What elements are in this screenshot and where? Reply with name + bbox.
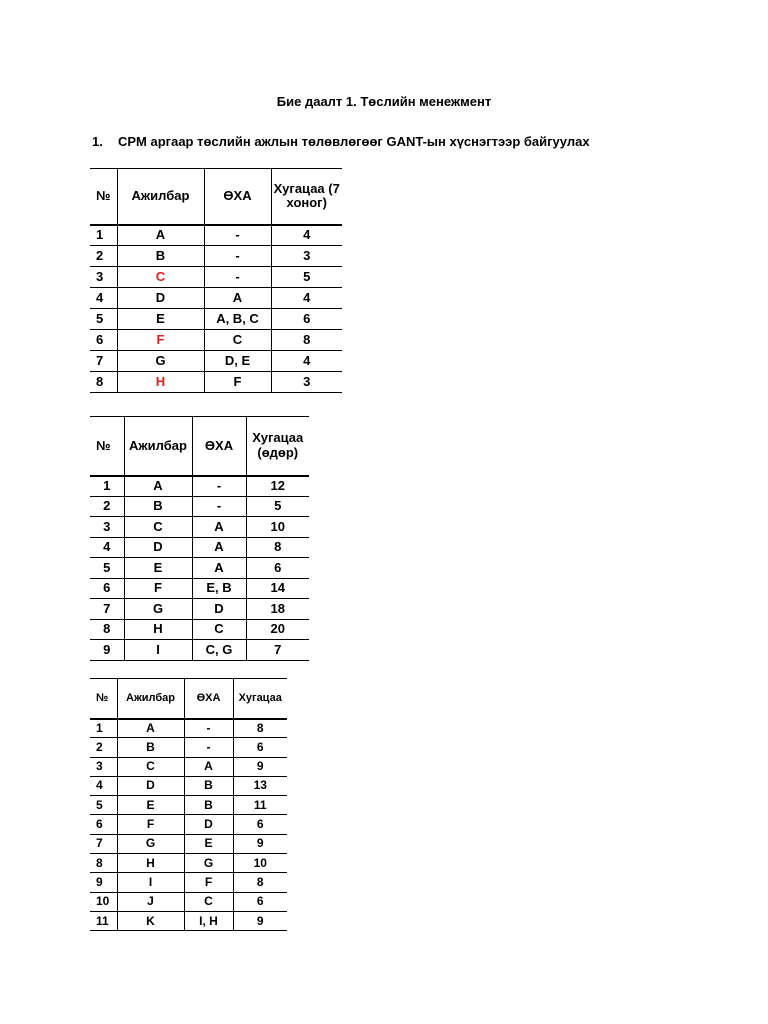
header-duration: Хугацаа (7 хоног) (271, 169, 342, 225)
row-number: 4 (90, 288, 117, 309)
row-duration: 14 (246, 578, 309, 599)
row-task: E (117, 796, 184, 815)
row-duration: 18 (246, 599, 309, 620)
table-row (90, 225, 342, 246)
row-number: 4 (90, 537, 124, 558)
row-duration: 20 (246, 619, 309, 640)
row-predecessor: - (204, 267, 271, 288)
row-duration: 4 (271, 288, 342, 309)
row-duration: 6 (271, 309, 342, 330)
row-duration: 6 (246, 558, 309, 579)
row-predecessor: G (184, 854, 233, 873)
table-row (90, 640, 309, 661)
row-task: A (124, 476, 192, 497)
header-task: Ажилбар (117, 169, 204, 225)
row-number: 2 (90, 246, 117, 267)
row-duration: 6 (233, 738, 287, 757)
row-predecessor: A, B, C (204, 309, 271, 330)
row-predecessor: D (192, 599, 246, 620)
row-predecessor: I, H (184, 911, 233, 930)
row-duration: 5 (246, 496, 309, 517)
row-task: G (124, 599, 192, 620)
row-number: 1 (90, 476, 124, 497)
header-predecessor: ӨХА (192, 417, 246, 476)
row-duration: 8 (246, 537, 309, 558)
row-predecessor: F (184, 873, 233, 892)
header-number: № (90, 417, 124, 476)
row-predecessor: C (204, 330, 271, 351)
row-duration: 9 (233, 757, 287, 776)
row-task: B (124, 496, 192, 517)
row-duration: 9 (233, 834, 287, 853)
row-task: H (117, 854, 184, 873)
row-task: F (117, 815, 184, 834)
row-task: H (117, 372, 204, 393)
row-number: 5 (90, 796, 117, 815)
row-predecessor: A (192, 558, 246, 579)
row-task: E (124, 558, 192, 579)
row-number: 10 (90, 892, 117, 911)
table-row (90, 267, 342, 288)
row-duration: 6 (233, 892, 287, 911)
row-predecessor: - (204, 246, 271, 267)
row-duration: 8 (233, 873, 287, 892)
table-row (90, 815, 287, 834)
row-task: E (117, 309, 204, 330)
row-task: B (117, 246, 204, 267)
row-predecessor: B (184, 796, 233, 815)
row-task: I (117, 873, 184, 892)
table-row (90, 719, 287, 738)
row-number: 2 (90, 496, 124, 517)
row-number: 6 (90, 578, 124, 599)
row-number: 9 (90, 640, 124, 661)
table-header-row (90, 169, 342, 225)
row-duration: 13 (233, 776, 287, 795)
table-row (90, 246, 342, 267)
table-row (90, 776, 287, 795)
row-task: H (124, 619, 192, 640)
row-predecessor: B (184, 776, 233, 795)
table-row (90, 330, 342, 351)
table-row (90, 372, 342, 393)
table-header-row (90, 417, 309, 476)
task-table-3 (90, 678, 287, 931)
row-task: C (124, 517, 192, 538)
row-task: A (117, 719, 184, 738)
row-number: 7 (90, 351, 117, 372)
table-row (90, 517, 309, 538)
section-heading (92, 134, 590, 149)
table-row (90, 599, 309, 620)
row-number: 8 (90, 372, 117, 393)
table-row (90, 558, 309, 579)
row-duration: 10 (246, 517, 309, 538)
row-task: C (117, 267, 204, 288)
row-task: I (124, 640, 192, 661)
row-predecessor: A (192, 537, 246, 558)
row-number: 5 (90, 309, 117, 330)
row-task: F (124, 578, 192, 599)
task-table-1 (90, 168, 342, 393)
table-header-row (90, 679, 287, 719)
table-row (90, 873, 287, 892)
table-row (90, 757, 287, 776)
header-task: Ажилбар (117, 679, 184, 719)
task-table-2 (90, 416, 309, 661)
row-duration: 3 (271, 372, 342, 393)
table-row (90, 834, 287, 853)
header-number: № (90, 169, 117, 225)
row-predecessor: D (184, 815, 233, 834)
row-number: 8 (90, 854, 117, 873)
row-number: 8 (90, 619, 124, 640)
row-task: C (117, 757, 184, 776)
row-task: K (117, 911, 184, 930)
header-task: Ажилбар (124, 417, 192, 476)
row-predecessor: - (184, 719, 233, 738)
row-predecessor: - (192, 496, 246, 517)
table-row (90, 351, 342, 372)
row-number: 9 (90, 873, 117, 892)
header-duration: Хугацаа (өдөр) (246, 417, 309, 476)
row-duration: 8 (233, 719, 287, 738)
table-row (90, 738, 287, 757)
table-row (90, 619, 309, 640)
row-predecessor: - (204, 225, 271, 246)
table-row (90, 537, 309, 558)
table-row (90, 288, 342, 309)
row-number: 6 (90, 815, 117, 834)
row-task: D (117, 288, 204, 309)
row-task: G (117, 834, 184, 853)
row-task: D (117, 776, 184, 795)
row-task: B (117, 738, 184, 757)
table-row (90, 911, 287, 930)
row-predecessor: A (184, 757, 233, 776)
row-duration: 3 (271, 246, 342, 267)
row-predecessor: C (192, 619, 246, 640)
row-duration: 6 (233, 815, 287, 834)
row-number: 5 (90, 558, 124, 579)
row-duration: 10 (233, 854, 287, 873)
table-row (90, 578, 309, 599)
row-number: 7 (90, 834, 117, 853)
table-row (90, 796, 287, 815)
header-predecessor: ӨХА (184, 679, 233, 719)
row-number: 6 (90, 330, 117, 351)
document-title: Бие даалт 1. Төслийн менежмент (276, 94, 492, 109)
row-predecessor: E, B (192, 578, 246, 599)
row-duration: 4 (271, 225, 342, 246)
row-duration: 11 (233, 796, 287, 815)
row-number: 3 (90, 757, 117, 776)
table-row (90, 496, 309, 517)
row-predecessor: A (192, 517, 246, 538)
row-predecessor: - (184, 738, 233, 757)
row-predecessor: - (192, 476, 246, 497)
row-number: 1 (90, 719, 117, 738)
row-predecessor: C, G (192, 640, 246, 661)
row-task: G (117, 351, 204, 372)
row-number: 3 (90, 267, 117, 288)
row-number: 1 (90, 225, 117, 246)
row-number: 7 (90, 599, 124, 620)
row-number: 11 (90, 911, 117, 930)
row-task: A (117, 225, 204, 246)
row-number: 2 (90, 738, 117, 757)
header-predecessor: ӨХА (204, 169, 271, 225)
row-number: 3 (90, 517, 124, 538)
row-task: F (117, 330, 204, 351)
row-duration: 5 (271, 267, 342, 288)
row-predecessor: A (204, 288, 271, 309)
row-predecessor: C (184, 892, 233, 911)
row-duration: 8 (271, 330, 342, 351)
header-number: № (90, 679, 117, 719)
row-duration: 7 (246, 640, 309, 661)
section-number: 1. (92, 134, 103, 149)
row-number: 4 (90, 776, 117, 795)
row-duration: 9 (233, 911, 287, 930)
row-task: J (117, 892, 184, 911)
table-row (90, 309, 342, 330)
table-row (90, 854, 287, 873)
header-duration: Хугацаа (233, 679, 287, 719)
row-duration: 12 (246, 476, 309, 497)
row-predecessor: D, E (204, 351, 271, 372)
section-heading-text: CPM аргаар төслийн ажлын төлөвлөгөөг GANT-ын хүснэгтээр байгуулах (118, 134, 590, 149)
table-row (90, 476, 309, 497)
row-predecessor: E (184, 834, 233, 853)
row-task: D (124, 537, 192, 558)
row-duration: 4 (271, 351, 342, 372)
row-predecessor: F (204, 372, 271, 393)
table-row (90, 892, 287, 911)
